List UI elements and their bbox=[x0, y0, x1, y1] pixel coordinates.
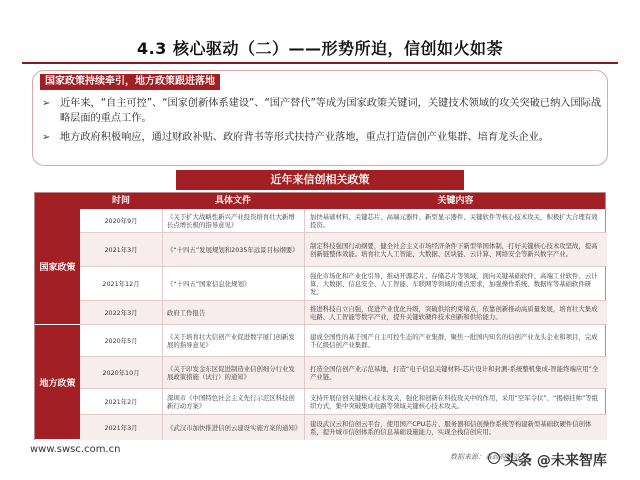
row-key-content: 支持开展信创关键核心技术攻关，强化和创新在科技攻关中的作用，采用“空军令状”、“揭榜挂帅”等组织方式，集中突破集成电路等领域关键核心技术攻关。 bbox=[304, 389, 607, 414]
page-title: 4.3 核心驱动（二）——形势所迫，信创如火如荼 bbox=[137, 39, 503, 58]
row-document: 《“十四五”国家信息化规划》 bbox=[162, 267, 304, 300]
row-date: 2021年2月 bbox=[104, 397, 138, 406]
row-document: 《关于扩大战略性新兴产业投资培育壮大新增长点增长极的指导意见》 bbox=[162, 209, 304, 232]
arrow-bullet-icon: ➢ bbox=[42, 98, 51, 109]
data-source: 数据来源：各政府网站 bbox=[450, 453, 520, 461]
table-row bbox=[80, 325, 607, 357]
summary-bullet-text: 地方政府积极响应，通过财政补贴、政府背书等形式扶持产业落地，重点打造信创产业集群、培育龙头企业。 bbox=[60, 132, 549, 143]
table-row bbox=[80, 357, 607, 389]
category-national: 国家政策 bbox=[35, 209, 80, 325]
row-date: 2022年3月 bbox=[104, 308, 138, 317]
table-row bbox=[80, 389, 607, 415]
row-key-content: 制定科技强国行动纲要，健全社会主义市场经济条件下新型举国体制，打好关键核心技术攻坚战，提高创新链整体效能。培育壮大人工智能、大数据、区块链、云计算、网络安全等新兴数字产业。 bbox=[304, 233, 607, 266]
table-row bbox=[80, 415, 607, 440]
row-date: 2021年12月 bbox=[102, 279, 140, 288]
policy-table bbox=[34, 192, 606, 440]
watermark-icon bbox=[488, 452, 500, 464]
summary-bullet bbox=[42, 130, 602, 145]
row-date: 2020年5月 bbox=[104, 336, 138, 345]
header-time: 时间 bbox=[111, 196, 130, 206]
row-date: 2020年10月 bbox=[102, 368, 140, 377]
row-date: 2021年3月 bbox=[104, 245, 138, 254]
table-header bbox=[35, 193, 605, 209]
row-date: 2021年3月 bbox=[104, 423, 138, 432]
row-key-content: 加快基础材料、关键芯片、高端元器件、新型显示器件、关键软件等核心技术攻关，积极扩大合理有效投资。 bbox=[304, 209, 607, 232]
table-title: 近年来信创相关政策 bbox=[176, 170, 464, 190]
row-date: 2020年9月 bbox=[104, 216, 138, 225]
summary-bullet bbox=[42, 96, 602, 126]
summary-heading: 国家政策持续牵引，地方政策跟进落地 bbox=[40, 74, 220, 90]
row-key-content: 打造全国信创产业示范基地，打造“电子信息关键材料-芯片设计和封测-系统整机集成-智能终端应用”全产业链。 bbox=[304, 357, 607, 388]
row-key-content: 建设武汉云和信创云平台，使用国产CPU芯片、服务器和信创操作系统等构建新型基础软硬件信创体系，提升城市信创体系的信息基础设施能力，实现全栈信创应用。 bbox=[304, 415, 607, 440]
summary-bullet-text: 近年来，“自主可控”、“国家创新体系建设”、“国产替代”等成为国家政策关键词，关键技术领域的攻关突破已纳入国际战略层面的重点工作。 bbox=[60, 98, 602, 124]
category-local: 地方政策 bbox=[35, 325, 80, 440]
table-row bbox=[80, 209, 607, 233]
arrow-bullet-icon: ➢ bbox=[42, 132, 51, 143]
row-key-content: 推进科技自立自强，促进产业优化升级，突破供给约束堵点，依靠创新推动高质量发展，培育壮大集成电路、人工智能等数字产业，提升关键软硬件技术创新和供给能力。 bbox=[304, 301, 607, 324]
table-row bbox=[80, 301, 607, 325]
header-key-content: 关键内容 bbox=[437, 196, 474, 206]
header-document: 具体文件 bbox=[214, 196, 251, 206]
row-key-content: 强化市场化和产业化引导，推动开源芯片、存储芯片等领域，面向关键基础软件、高端工业软件、云计算、大数据、信息安全、人工智能、车联网等领域的重点需求，加强操作系统、数据库等基础软件研发。 bbox=[304, 267, 607, 300]
row-document: 《“十四五”发展规划和2035年远景目标纲要》 bbox=[162, 233, 304, 266]
row-document: 《关于培育壮大信创产业促进数字厦门创新发展的指导意见》 bbox=[162, 325, 304, 356]
table-row bbox=[80, 233, 607, 267]
watermark: 头条 @未来智库 bbox=[504, 453, 607, 469]
row-document: 深圳市《中国特色社会主义先行示范区科技创新行动方案》 bbox=[162, 389, 304, 414]
row-document: 《武汉市加快推进信创云建设实施方案的通知》 bbox=[162, 415, 304, 440]
row-document: 《关于印发金东区促进制造业信创细分行业发展政策措施（试行）的通知》 bbox=[162, 357, 304, 388]
title-divider bbox=[22, 62, 618, 64]
footer-url: www.swsc.com.cn bbox=[30, 444, 121, 455]
row-key-content: 建成全国性的基于国产自主可控生态的产业集群，聚焦一批国内知名的信创产业龙头企业和项目，完成千亿级信创产业集群。 bbox=[304, 325, 607, 356]
row-document: 政府工作报告 bbox=[162, 301, 304, 324]
table-row bbox=[80, 267, 607, 301]
